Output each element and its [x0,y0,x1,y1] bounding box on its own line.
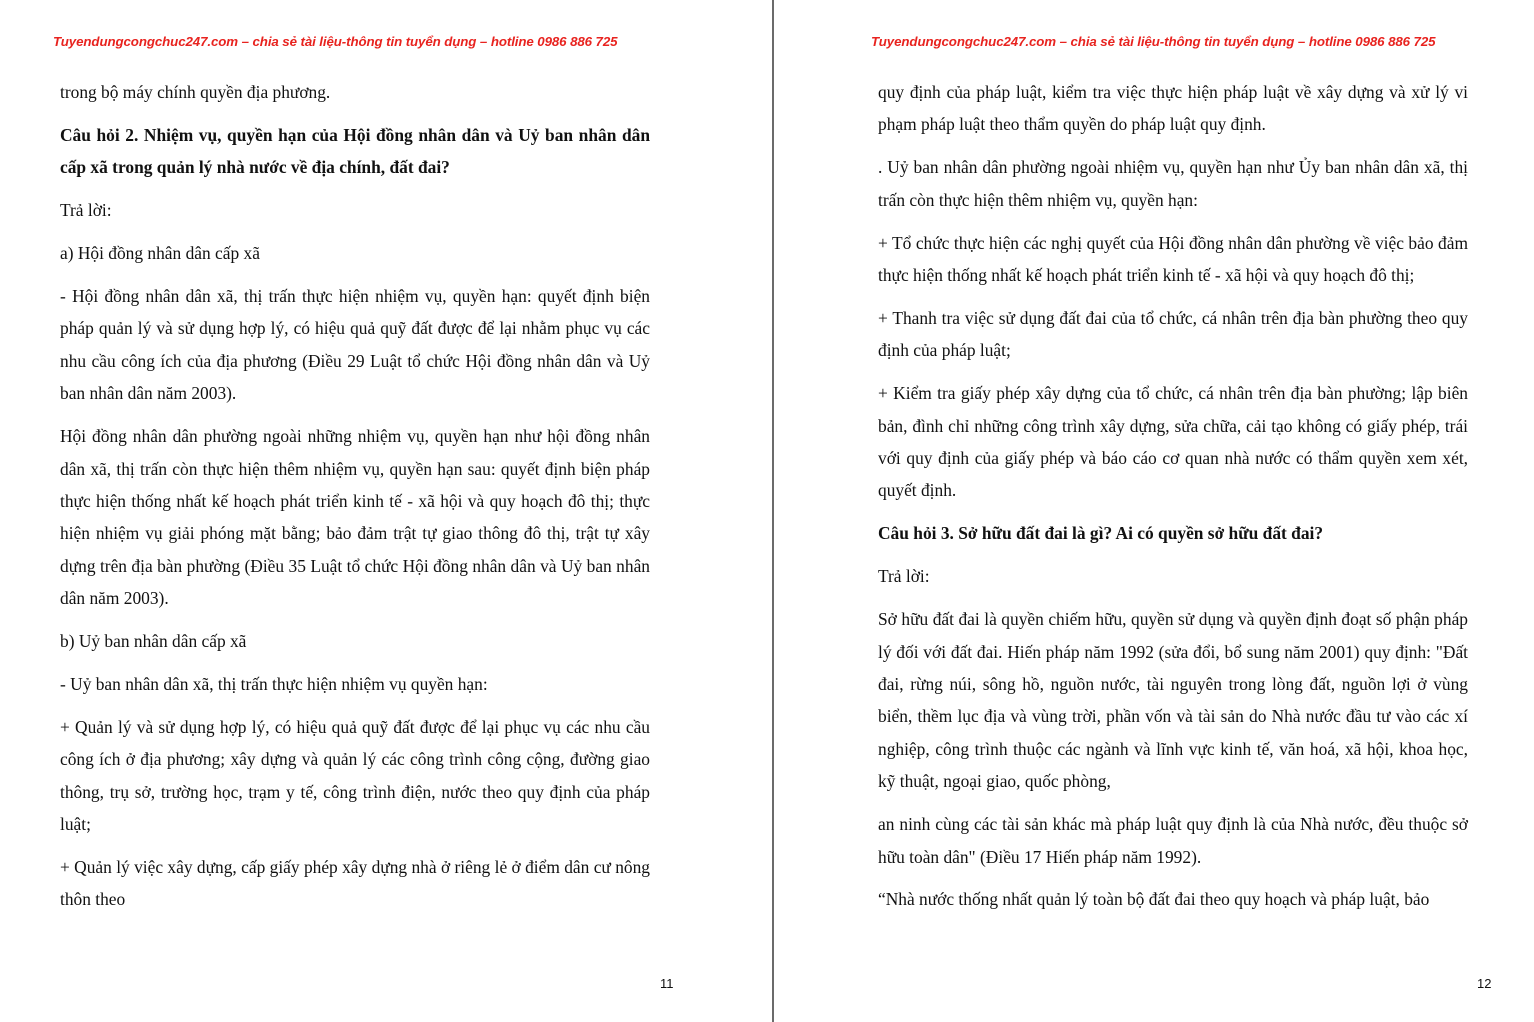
paragraph: an ninh cùng các tài sản khác mà pháp luật quy định là của Nhà nước, đều thuộc sở hữu toàn dân" (Điều 17 Hiến pháp năm 1992). [878,814,1468,867]
paragraph: + Thanh tra việc sử dụng đất đai của tổ chức, cá nhân trên địa bàn phường theo quy định của pháp luật; [878,307,1468,361]
paragraph: - Uỷ ban nhân dân xã, thị trấn thực hiện nhiệm vụ quyền hạn: [60,674,488,694]
page-divider [772,0,774,1022]
paragraph: Hội đồng nhân dân phường ngoài những nhiệm vụ, quyền hạn như hội đồng nhân dân xã, thị trấn còn thực hiện thêm nhiệm vụ, quyền hạn sau: quyết định biện pháp thực hiện thống nhất kế hoạch phát triển kinh tế - xã hội và quy hoạch đô thị; thực hiện nhiệm vụ giải phóng mặt bằng; bảo đảm trật tự giao thông đô thị, trật tự xây dựng trên địa bàn phường (Điều 35 Luật tổ chức Hội đồng nhân dân và Uỷ ban nhân dân năm 2003). [60,426,650,609]
page-number: 12 [1477,976,1492,991]
paragraph: “Nhà nước thống nhất quản lý toàn bộ đất đai theo quy hoạch và pháp luật, bảo [878,889,1430,910]
paragraph: + Kiểm tra giấy phép xây dựng của tổ chức, cá nhân trên địa bàn phường; lập biên bản, đình chỉ những công trình xây dựng, sửa chữa, cải tạo không có giấy phép, trái với quy định của giấy phép và báo cáo cơ quan nhà nước có thẩm quyền xem xét, quyết định. [878,383,1468,501]
paragraph: b) Uỷ ban nhân dân cấp xã [60,631,247,652]
paragraph: Sở hữu đất đai là quyền chiếm hữu, quyền sử dụng và quyền định đoạt số phận pháp lý đối với đất đai. Hiến pháp năm 1992 (sửa đổi, bổ sung năm 2001) quy định: "Đất đai, rừng núi, sông hồ, nguồn nước, tài nguyên trong lòng đất, nguồn lợi ở vùng biển, thềm lục địa và vùng trời, phần vốn và tài sản do Nhà nước đầu tư vào các xí nghiệp, công trình thuộc các ngành và lĩnh vực kinh tế, văn hoá, xã hội, khoa học, kỹ thuật, ngoại giao, quốc phòng, [878,609,1468,792]
paragraph: Trả lời: [878,566,930,587]
paragraph: + Tổ chức thực hiện các nghị quyết của Hội đồng nhân dân phường về việc bảo đảm thực hiện thống nhất kế hoạch phát triển kinh tế - xã hội và quy hoạch đô thị; [878,232,1468,286]
page-number: 11 [660,976,674,991]
paragraph: . Uỷ ban nhân dân phường ngoài nhiệm vụ, quyền hạn như Ủy ban nhân dân xã, thị trấn còn thực hiện thêm nhiệm vụ, quyền hạn: [878,157,1468,210]
paragraph: + Quản lý việc xây dựng, cấp giấy phép xây dựng nhà ở riêng lẻ ở điểm dân cư nông thôn theo [60,857,650,910]
page-header: Tuyendungcongchuc247.com – chia sẻ tài liệu-thông tin tuyển dụng – hotline 0986 886 725 [871,34,1436,49]
paragraph: a) Hội đồng nhân dân cấp xã [60,243,260,264]
paragraph: Trả lời: [60,200,112,221]
paragraph: - Hội đồng nhân dân xã, thị trấn thực hiện nhiệm vụ, quyền hạn: quyết định biện pháp quản lý và sử dụng hợp lý, có hiệu quả quỹ đất được để lại nhằm phục vụ các nhu cầu công ích của địa phương (Điều 29 Luật tổ chức Hội đồng nhân dân và Uỷ ban nhân dân năm 2003). [60,286,650,404]
page-body [878,76,1468,926]
paragraph: trong bộ máy chính quyền địa phương. [60,82,331,102]
page-12 [775,0,1534,1022]
question-heading: Câu hỏi 3. Sở hữu đất đai là gì? Ai có quyền sở hữu đất đai? [878,523,1324,544]
paragraph: + Quản lý và sử dụng hợp lý, có hiệu quả quỹ đất được để lại phục vụ các nhu cầu công ích ở địa phương; xây dựng và quản lý các công trình công cộng, đường giao thông, trụ sở, trường học, trạm y tế, công trình điện, nước theo quy định của pháp luật; [60,716,650,835]
paragraph: quy định của pháp luật, kiểm tra việc thực hiện pháp luật về xây dựng và xử lý vi phạm pháp luật theo thẩm quyền do pháp luật quy định. [878,82,1468,135]
page-body [60,76,650,926]
question-heading: Câu hỏi 2. Nhiệm vụ, quyền hạn của Hội đồng nhân dân và Uỷ ban nhân dân cấp xã trong quản lý nhà nước về địa chính, đất đai? [60,124,650,178]
page-header: Tuyendungcongchuc247.com – chia sẻ tài liệu-thông tin tuyển dụng – hotline 0986 886 725 [53,34,618,49]
